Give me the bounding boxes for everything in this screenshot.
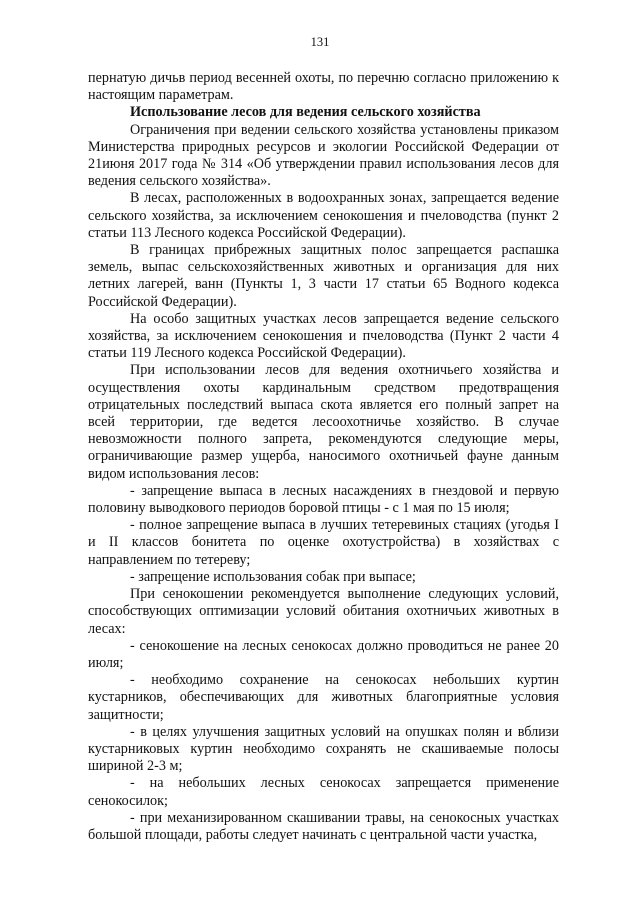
list-item-dogs: - запрещение использования собак при выпасе; bbox=[130, 568, 416, 585]
paragraph-regulation: Ограничения при ведении сельского хозяйства установлены приказом Министерства природных ресурсов и экологии Российской Федерации от 21июня 2017 года № 314 «Об утверждении правил использования лесов для ведения сельского хозяйства». bbox=[88, 121, 559, 190]
page-content bbox=[88, 70, 559, 844]
page-number: 131 bbox=[310, 35, 330, 49]
list-item-shrub-clumps: - необходимо сохранение на сенокосах небольших куртин кустарников, обеспечивающих для животных благоприятные условия защитности; bbox=[88, 672, 559, 723]
list-item-grazing-period: - запрещение выпаса в лесных насаждениях в гнездовой и первую половину выводкового периодов боровой птицы - с 1 мая по 15 июля; bbox=[88, 482, 559, 517]
list-item-unmown-strips: - в целях улучшения защитных условий на опушках полян и вблизи кустарниковых куртин необходимо сохранять не скашиваемые полосы шириной 2-3 м; bbox=[88, 723, 559, 775]
paragraph-haymaking: При сенокошении рекомендуется выполнение следующих условий, способствующих оптимизации условий обитания охотничьих животных в лесах: bbox=[88, 586, 559, 637]
list-item-mechanized-mowing: - при механизированном скашивании травы, на сенокосных участках большой площади, работы следует начинать с центральной части участка, bbox=[88, 809, 559, 843]
list-item-mowing-date: - сенокошение на лесных сенокосах должно проводиться не ранее 20 июля; bbox=[88, 637, 559, 671]
paragraph-water-zones: В лесах, расположенных в водоохранных зонах, запрещается ведение сельского хозяйства, за исключением сенокошения и пчеловодства (пункт 2 статьи 113 Лесного кодекса Российской Федерации). bbox=[88, 190, 559, 241]
paragraph-protective-areas: На особо защитных участках лесов запрещается ведение сельского хозяйства, за исключением сенокошения и пчеловодства (Пункт 2 части 4 статьи 119 Лесного кодекса Российской Федерации). bbox=[88, 310, 559, 362]
paragraph-hunting-use: При использовании лесов для ведения охотничьего хозяйства и осуществления охоты кардинальным средством предотвращения отрицательных последствий выпаса скота является его полный запрет на всей территории, где ведется лесоохотничье хозяйство. В случае невозможности полного запрета, рекомендуются следующие меры, ограничивающие размер ущерба, наносимого охотничьей фауне данным видом использования лесов: bbox=[88, 362, 559, 482]
list-item-no-mowers: - на небольших лесных сенокосах запрещается применение сенокосилок; bbox=[88, 775, 559, 809]
list-item-grouse-habitats: - полное запрещение выпаса в лучших тетеревиных стациях (угодья I и II классов бонитета по оценке охотустройства) в хозяйствах с направлением по тетереву; bbox=[88, 517, 559, 568]
paragraph-coastal-strips: В границах прибрежных защитных полос запрещается распашка земель, выпас сельскохозяйственных животных и организация для них летних лагерей, ванн (Пункты 1, 3 части 17 статьи 65 Водного кодекса Российской Федерации). bbox=[88, 242, 559, 310]
section-title: Использование лесов для ведения сельского хозяйства bbox=[130, 104, 481, 121]
lead-paragraph: пернатую дичьв период весенней охоты, по перечню согласно приложению к настоящим параметрам. bbox=[88, 70, 559, 104]
